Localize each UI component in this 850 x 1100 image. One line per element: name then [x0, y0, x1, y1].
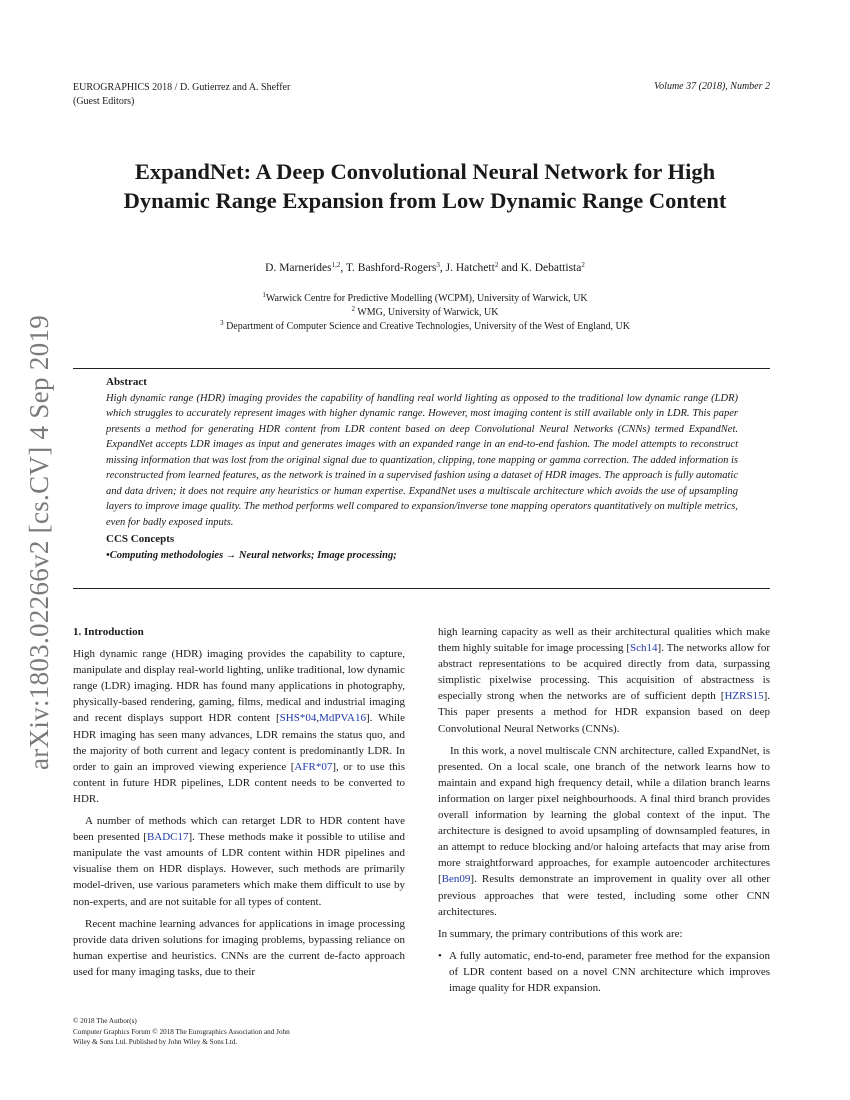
- left-column: [73, 624, 405, 986]
- footer-line: © 2018 The Author(s): [73, 1017, 137, 1025]
- ccs-bullet: •: [106, 549, 110, 561]
- text-run: ]. These methods make it possible to utilise and manipulate the vast amounts of LDR content within HDR pipelines and visualise them on HDR displays. However, such methods are primarily model-driven, use various parameters which make them difficult to use by non-experts, and are not suitable for all types of content.: [73, 831, 405, 908]
- journal-line: EUROGRAPHICS 2018 / D. Gutierrez and A. Sheffer: [73, 82, 291, 93]
- affiliation-number: 2: [351, 305, 355, 313]
- text-run: ]. This paper presents a method for HDR expansion based on deep Convolutional Neural Networks (CNNs).: [438, 690, 770, 735]
- text-run: ]. The networks allow for abstract representations to be acquired directly from data, surpassing simplistic pixelwise processing. This acquisition of abstractness is especially strong when the networks are of sufficient depth [: [438, 642, 770, 703]
- section-heading: 1. Introduction: [73, 626, 144, 638]
- paragraph: [438, 624, 770, 737]
- ccs-concepts: [106, 548, 738, 564]
- author-affil-sup: 2: [494, 261, 499, 269]
- running-header-left: [73, 81, 473, 109]
- paper-title: [70, 157, 780, 215]
- abstract-bottom-rule: [73, 588, 770, 589]
- citation-link[interactable]: Sch14: [630, 642, 658, 655]
- paragraph: In summary, the primary contributions of this work are:: [438, 927, 683, 940]
- author-name: K. Debattista: [520, 262, 582, 274]
- citation-link[interactable]: Ben09: [441, 873, 471, 886]
- abstract-text: High dynamic range (HDR) imaging provides the capability of handling real world lighting as opposed to the traditional low dynamic range (LDR) which struggles to accurately represent images with higher dynamic range. However, most imaging content is still available only in LDR. This paper presents a method for generating HDR content from LDR content based on deep Convolutional Neural Networks (CNNs) termed ExpandNet. ExpandNet accepts LDR images as input and generates images with an expanded range in an end-to-end fashion. The model attempts to reconstruct missing information that was lost from the original signal due to quantization, clipping, tone mapping or gamma correction. The added information is reconstructed from learned features, as the network is trained in a supervised fashion using a dataset of HDR images. The approach is fully automatic and data driven; it does not require any heuristics or human expertise. ExpandNet uses a multiscale architecture which avoids the use of upsampling layers to improve image quality. The method performs well compared to expansion/inverse tone mapping operators quantitatively on multiple metrics, even for badly exposed inputs.: [106, 392, 738, 528]
- author-name: J. Hatchett: [445, 262, 495, 274]
- abstract-top-rule: [73, 368, 770, 369]
- author-name: T. Bashford-Rogers: [345, 262, 437, 274]
- text-run: ]. While HDR imaging has seen many advances, LDR remains the status quo, and the majority of both current and legacy content is predominantly LDR. In order to gain an improved viewing experience [: [73, 712, 405, 773]
- text-run: High dynamic range (HDR) imaging provides the capability to capture, manipulate and display real-world lighting, unlike traditional, low dynamic range (LDR) imaging. HDR has found many applications in photography, physically-based rendering, gaming, films, medical and industrial imaging and recent displays support HDR content [: [73, 648, 405, 725]
- text-run: ], or to use this content in future HDR pipelines, LDR content needs to be converted to HDR.: [73, 760, 405, 805]
- author-affil-sup: 1,2: [331, 261, 341, 269]
- arrow-icon: →: [225, 549, 237, 561]
- citation-link[interactable]: SHS*04: [279, 712, 317, 725]
- paragraph: Recent machine learning advances for applications in image processing provide data driven solutions for imaging problems, bypassing reliance on human expertise and heuristics. CNNs are the current de-facto approach used for many imaging tasks, due to their: [73, 917, 405, 978]
- text-run: In this work, a novel multiscale CNN architecture, called ExpandNet, is presented. On a local scale, one branch of the network learns how to maintain and expand high frequency detail, while a dilation branch learns information on larger pixel neighbourhoods. A final third branch provides overall information by learning the global context of the input. The architecture is designed to avoid upsampling of downsampled features, in an attempt to reduce blocking and/or haloing artefacts that may arise from more straightforward approaches, for example autoencoder architectures [: [438, 744, 770, 886]
- affiliation-text: Warwick Centre for Predictive Modelling (WCPM), University of Warwick, UK: [265, 293, 588, 304]
- text-run: ]. Results demonstrate an improvement in quality over all other previous approaches that were tested, including some other CNN architectures.: [438, 873, 770, 918]
- ccs-part-2: Neural networks; Image processing;: [238, 549, 397, 561]
- author-affil-sup: 3: [436, 261, 440, 269]
- text-run: A number of methods which can retarget LDR to HDR content have been presented [: [73, 815, 405, 844]
- citation-link[interactable]: MdPVA16: [319, 712, 366, 725]
- footer-line: Computer Graphics Forum © 2018 The Eurographics Association and John: [73, 1027, 290, 1036]
- affiliation-line: [70, 320, 780, 334]
- editors-line: (Guest Editors): [73, 96, 135, 107]
- affiliation-number: 1: [262, 291, 266, 299]
- affiliation-text: Department of Computer Science and Creative Technologies, University of the West of England, UK: [226, 321, 630, 332]
- arxiv-stamp: arXiv:1803.02266v2 [cs.CV] 4 Sep 2019: [24, 314, 54, 770]
- list-item: [438, 948, 770, 996]
- abstract-block: [106, 375, 738, 563]
- author-name: D. Marnerides: [265, 262, 332, 274]
- paragraph: [73, 813, 405, 910]
- volume-info: Volume 37 (2018), Number 2: [654, 81, 770, 92]
- author-affil-sup: 2: [581, 261, 585, 269]
- paragraph: [438, 743, 770, 920]
- affiliation-text: WMG, University of Warwick, UK: [357, 307, 499, 318]
- author-conjunction: and: [501, 262, 518, 274]
- text-run: high learning capacity as well as their architectural qualities which make them highly suitable for image processing [: [438, 626, 770, 655]
- citation-link[interactable]: BADC17: [146, 831, 189, 844]
- affiliation-number: 3: [220, 319, 224, 327]
- abstract-heading: Abstract: [106, 376, 147, 388]
- ccs-heading: CCS Concepts: [106, 533, 175, 545]
- citation-link[interactable]: AFR*07: [294, 760, 333, 773]
- affiliation-line: [70, 306, 780, 320]
- ccs-part-1: Computing methodologies: [109, 549, 224, 561]
- copyright-footer: [73, 1016, 290, 1048]
- author-list: D. Marnerides$^{1,2}$, T. Bashford-Rogers$^3$, J. Hatchett$^2$ and K. Debattista$^2$: [265, 261, 585, 274]
- list-item-text: A fully automatic, end-to-end, parameter free method for the expansion of LDR content based on a novel CNN architecture which improves image quality for HDR expansion.: [449, 949, 770, 994]
- citation-link[interactable]: HZRS15: [724, 690, 764, 703]
- bullet-icon: •: [438, 949, 442, 962]
- affiliation-line: [70, 292, 780, 306]
- paragraph: High dynamic range (HDR) imaging provides the capability to capture, manipulate and display real-world lighting, unlike traditional, low dynamic range (LDR) imaging. HDR has found many applications in photography, physically-based rendering, gaming, films, medical and industrial imaging and recent displays support HDR content [SHS*04,MdPVA16]. While HDR imaging has seen many advances, LDR remains the status quo, and the majority of both current and legacy content is predominantly LDR. In order to gain an improved viewing experience [AFR*07], or to use this content in future HDR pipelines, LDR content needs to be converted to HDR.: [73, 648, 405, 805]
- affiliations: [70, 292, 780, 334]
- right-column: [438, 624, 770, 996]
- title-line-2: Dynamic Range Expansion from Low Dynamic Range Content: [123, 188, 727, 213]
- footer-line: Wiley & Sons Ltd. Published by John Wiley & Sons Ltd.: [73, 1038, 238, 1046]
- title-line-1: ExpandNet: A Deep Convolutional Neural Network for High: [134, 159, 716, 184]
